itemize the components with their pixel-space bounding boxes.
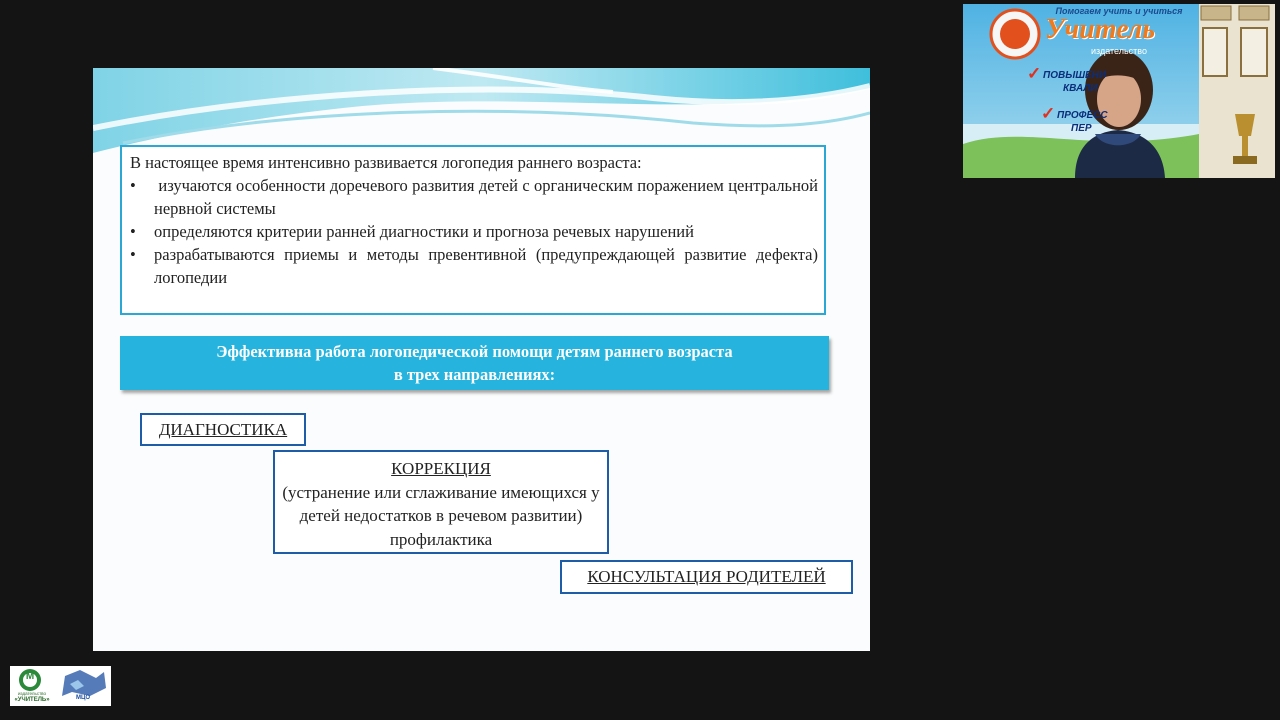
directions-banner xyxy=(120,336,829,390)
webcam-item-1-line-1: ПОВЫШЕНИ xyxy=(1043,70,1107,81)
banner-line-2: в трех направлениях: xyxy=(393,365,556,384)
list-item xyxy=(130,243,818,289)
publisher-label-line-1: издательство xyxy=(18,691,46,696)
webcam-brand-subtitle: издательство xyxy=(1091,46,1147,56)
consultation-box xyxy=(560,560,853,594)
webcam-item-2-line-1: ПРОФЕСС xyxy=(1057,110,1108,121)
webcam-brand-title: Учитель xyxy=(1045,14,1156,45)
consultation-title: КОНСУЛЬТАЦИЯ РОДИТЕЛЕЙ xyxy=(587,567,826,586)
publisher-logo xyxy=(10,666,111,706)
publisher-emblem-icon: М xyxy=(25,671,35,682)
diagnostics-title: ДИАГНОСТИКА xyxy=(158,420,288,439)
list-item xyxy=(130,174,823,220)
webcam-item-1-line-2: КВАЛИ xyxy=(1063,83,1098,94)
intro-text-box xyxy=(120,145,826,315)
bullet-icon: • xyxy=(130,176,136,195)
webcam-item-2-line-2: ПЕР xyxy=(1071,123,1092,134)
webcam-banner-slogan: Помогаем учить и учиться xyxy=(1055,6,1183,16)
diagnostics-box xyxy=(140,413,306,446)
correction-title: КОРРЕКЦИЯ xyxy=(391,459,491,478)
partner-label: МЦО xyxy=(76,695,91,701)
presentation-slide xyxy=(93,68,870,651)
webcam-video xyxy=(963,4,1275,178)
intro-bullet-list xyxy=(130,174,823,289)
bullet-icon: • xyxy=(130,245,136,264)
bullet-icon: • xyxy=(130,222,136,241)
correction-description: (устранение или сглаживание имеющихся у детей недостатков в речевом развитии) профилактика xyxy=(282,482,600,549)
check-icon: ✓ xyxy=(1027,64,1042,83)
list-item-text: определяются критерии ранней диагностики и прогноза речевых нарушений xyxy=(154,222,694,241)
check-icon: ✓ xyxy=(1041,104,1056,123)
banner-line-1: Эффективна работа логопедической помощи детям раннего возраста xyxy=(216,342,733,361)
intro-heading: В настоящее время интенсивно развивается логопедия раннего возраста: xyxy=(130,153,642,172)
list-item-text: изучаются особенности доречевого развития детей с органическим поражением центральной нервной системы xyxy=(154,176,823,218)
list-item-text: разрабатываются приемы и методы превентивной (предупреждающей развитие дефекта) логопедии xyxy=(154,245,818,287)
publisher-label-line-2: «УЧИТЕЛЬ» xyxy=(14,697,50,703)
correction-box xyxy=(273,450,609,554)
list-item xyxy=(130,220,818,243)
